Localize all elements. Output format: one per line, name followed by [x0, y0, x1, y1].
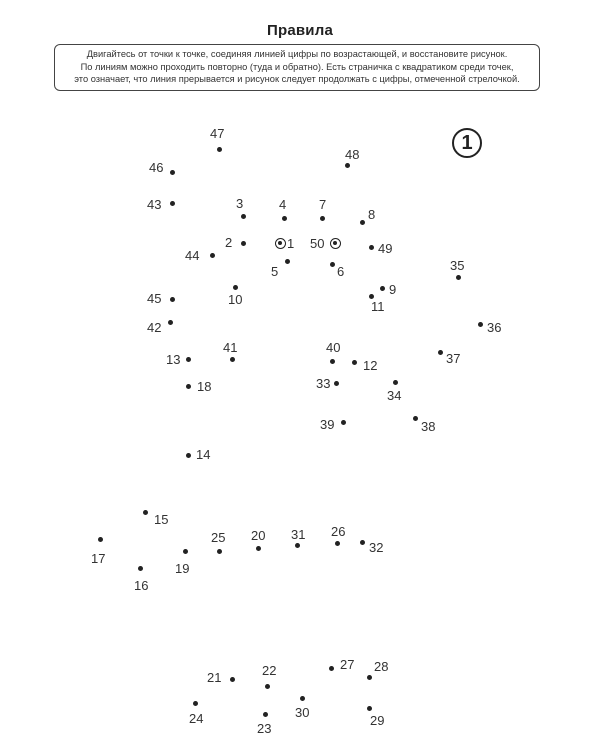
dot — [285, 259, 290, 264]
rules-line: Двигайтесь от точки к точке, соединяя линией цифры по возрастающей, и восстановите рисунок. — [86, 49, 508, 59]
dot-number: 1 — [287, 236, 295, 251]
dot-number: 18 — [197, 379, 212, 394]
dot-number: 42 — [147, 320, 162, 335]
dot-number: 9 — [389, 282, 397, 297]
dot — [98, 537, 103, 542]
dot-number: 33 — [316, 376, 331, 391]
dot — [367, 675, 372, 680]
dot — [217, 549, 222, 554]
dot — [345, 163, 350, 168]
dot — [170, 201, 175, 206]
dot-number: 43 — [147, 197, 162, 212]
dot-number: 7 — [319, 197, 327, 212]
dot-number: 15 — [154, 512, 169, 527]
page-title: Правила — [267, 22, 333, 39]
dot — [352, 360, 357, 365]
dot-number: 29 — [370, 713, 385, 728]
dot — [369, 294, 374, 299]
dot-number: 19 — [175, 561, 190, 576]
dot — [186, 384, 191, 389]
dot-number: 12 — [363, 358, 378, 373]
dot — [210, 253, 215, 258]
dot-number: 45 — [147, 291, 162, 306]
dot-number: 2 — [225, 235, 233, 250]
dot-number: 36 — [487, 320, 502, 335]
dot-number: 48 — [345, 147, 360, 162]
dot — [335, 541, 340, 546]
dot — [186, 453, 191, 458]
dot — [295, 543, 300, 548]
dot — [341, 420, 346, 425]
dot-number: 22 — [262, 663, 277, 678]
dot-number: 39 — [320, 417, 335, 432]
dot — [329, 666, 334, 671]
dot — [193, 701, 198, 706]
dot-number: 16 — [134, 578, 149, 593]
dot — [138, 566, 143, 571]
dot — [456, 275, 461, 280]
dot-number: 25 — [211, 530, 226, 545]
dot-number: 49 — [378, 241, 393, 256]
rules-line: По линиям можно проходить повторно (туда и обратно). Есть страничка с квадратиком среди точек, — [80, 61, 514, 72]
dot-number: 38 — [421, 419, 436, 434]
dot-number: 44 — [185, 248, 200, 263]
dot-number: 17 — [91, 551, 106, 566]
dot — [168, 320, 173, 325]
dot-number: 13 — [166, 352, 181, 367]
dot — [478, 322, 483, 327]
start-dot — [275, 238, 286, 249]
dot-number: 30 — [295, 705, 310, 720]
dot-number: 28 — [374, 659, 389, 674]
dot — [217, 147, 222, 152]
dot-number: 20 — [251, 528, 266, 543]
dot — [300, 696, 305, 701]
dot — [320, 216, 325, 221]
dot — [143, 510, 148, 515]
dot-number: 40 — [326, 340, 341, 355]
dot — [369, 245, 374, 250]
dot-number: 37 — [446, 351, 461, 366]
page-number-badge: 1 — [452, 128, 482, 158]
start-dot — [330, 238, 341, 249]
dot — [413, 416, 418, 421]
dot-number: 3 — [236, 196, 244, 211]
dot — [170, 297, 175, 302]
dot — [233, 285, 238, 290]
dot — [334, 381, 339, 386]
dot — [393, 380, 398, 385]
dot-number: 31 — [291, 527, 306, 542]
dot — [330, 262, 335, 267]
dot-number: 41 — [223, 340, 238, 355]
dot-number: 10 — [228, 292, 243, 307]
dot — [170, 170, 175, 175]
dot-number: 46 — [149, 160, 164, 175]
dot-number: 35 — [450, 258, 465, 273]
dot — [380, 286, 385, 291]
dot-number: 50 — [310, 236, 325, 251]
dot — [263, 712, 268, 717]
dot — [230, 357, 235, 362]
dot-number: 8 — [368, 207, 376, 222]
dot-number: 6 — [337, 264, 345, 279]
dot — [241, 214, 246, 219]
rules-line: это означает, что линия прерывается и рисунок следует продолжать с цифры, отмеченной стрелочкой. — [74, 74, 520, 84]
dot-number: 32 — [369, 540, 384, 555]
dot — [438, 350, 443, 355]
dot — [230, 677, 235, 682]
dot — [282, 216, 287, 221]
dot-number: 4 — [279, 197, 287, 212]
dot-number: 5 — [271, 264, 279, 279]
dot-number: 47 — [210, 126, 225, 141]
dot-number: 14 — [196, 447, 211, 462]
dot-number: 24 — [189, 711, 204, 726]
dot — [265, 684, 270, 689]
dot — [367, 706, 372, 711]
dot-number: 21 — [207, 670, 222, 685]
dot-number: 23 — [257, 721, 272, 736]
dot — [183, 549, 188, 554]
dot — [360, 220, 365, 225]
rules-box — [54, 44, 540, 91]
dot-number: 34 — [387, 388, 402, 403]
dot — [360, 540, 365, 545]
dot — [330, 359, 335, 364]
dot-number: 11 — [371, 299, 385, 314]
dot — [256, 546, 261, 551]
dot-number: 26 — [331, 524, 346, 539]
dot — [186, 357, 191, 362]
dot-number: 27 — [340, 657, 355, 672]
dot — [241, 241, 246, 246]
